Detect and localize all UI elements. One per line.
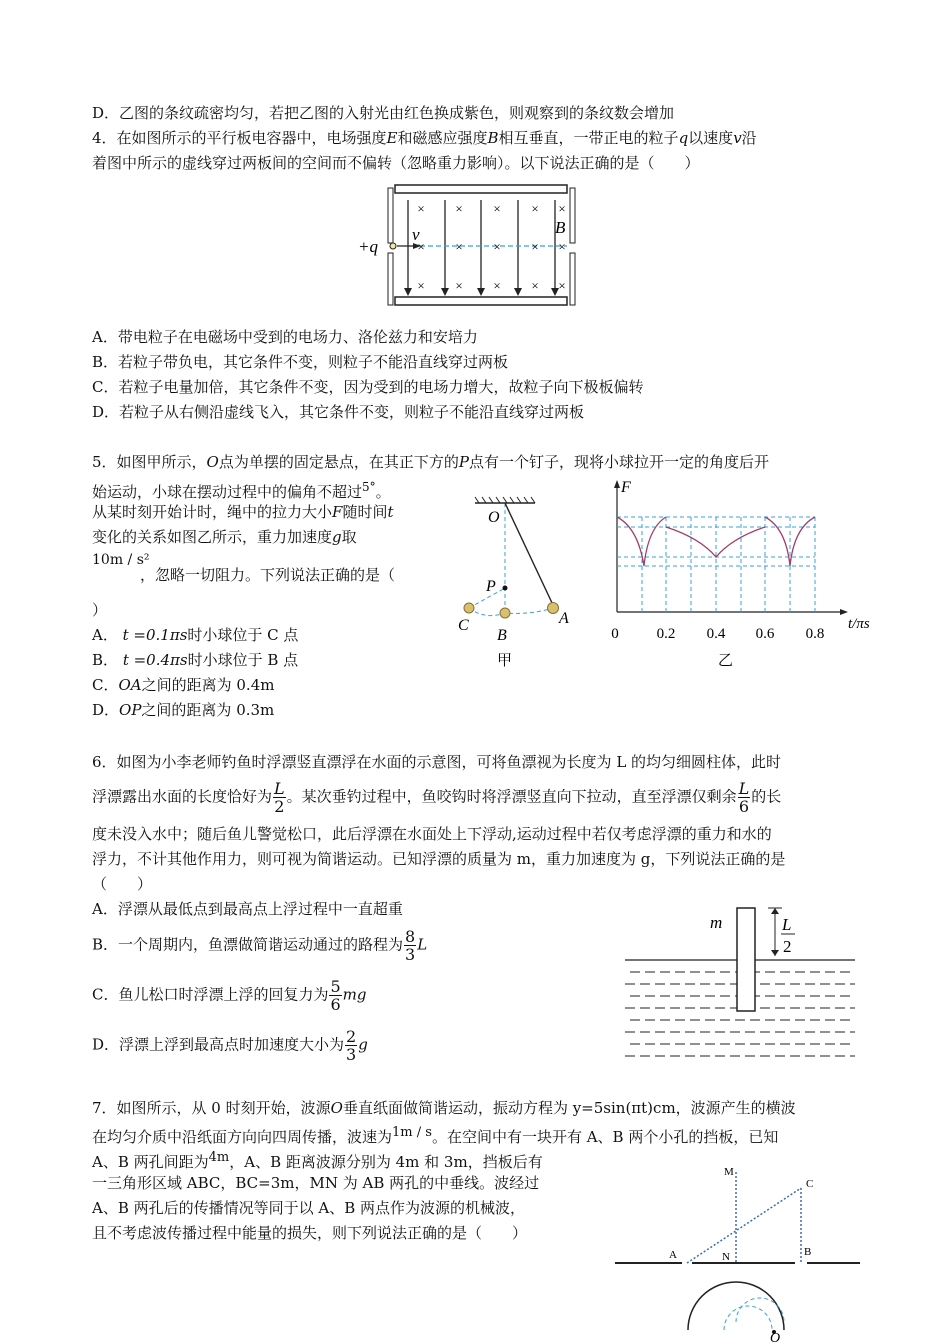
b-field-cross: ×: [493, 278, 501, 293]
x-tick: 0.2: [656, 626, 676, 642]
q6-stem-line5: （ ）: [92, 875, 153, 893]
q5-stem-line4: 变化的关系如图乙所示，重力加速度g取: [92, 528, 357, 546]
q7-stem-line3: A、B 两孔间距为$^{4m}$，A、B 距离波源分别为 4m 和 3m，挡板后有: [92, 1150, 543, 1171]
force-time-graph: [600, 478, 880, 668]
q5-gravity-value: 10m / s²: [92, 552, 150, 568]
q4-stem-line1: 4．在如图所示的平行板电容器中，电场强度E和磁感应强度B相互垂直，一带正电的粒子q以速度v沿: [92, 129, 757, 147]
q3-option-d: D．乙图的条纹疏密均匀，若把乙图的入射光由红色换成紫色，则观察到的条纹数会增加: [92, 104, 675, 122]
x-tick: 0.6: [755, 626, 775, 642]
q4-option-c: C．若粒子电量加倍，其它条件不变，因为受到的电场力增大，故粒子向下极板偏转: [92, 378, 644, 396]
q7-stem-line4: 一三角形区域 ABC，BC=3m，MN 为 AB 两孔的中垂线。波经过: [92, 1174, 540, 1192]
q5-stem-line5: ，忽略一切阻力。下列说法正确的是（: [140, 566, 396, 584]
velocity-label: v: [412, 225, 420, 244]
q5-option-b: B． t =0.4πs时小球位于 B 点: [92, 651, 299, 669]
q6-option-c: C．鱼儿松口时浮漂上浮的回复力为 $\frac{5}{6}$ mg: [92, 977, 367, 1014]
q5-stem-line6: ）: [92, 601, 108, 619]
length-num: L: [782, 915, 792, 934]
label-o: O: [770, 1331, 781, 1344]
q7-stem-line5: A、B 两孔后的传播情况等同于以 A、B 两点作为波源的机械波，: [92, 1199, 526, 1217]
fraction: $\frac{L}{6}$: [738, 779, 750, 816]
label-b: B: [497, 627, 507, 644]
label-c: C: [806, 1178, 814, 1190]
q6-option-d: D．浮漂上浮到最高点时加速度大小为 $\frac{2}{3}$ g: [92, 1027, 368, 1064]
charge-label: +q: [358, 237, 378, 256]
q7-stem-line6: 且不考虑波传播过程中能量的损失，则下列说法正确的是（ ）: [92, 1224, 528, 1242]
b-field-cross: ×: [493, 239, 501, 254]
label-b: B: [804, 1246, 812, 1258]
b-field-cross: ×: [531, 278, 539, 293]
pendulum-figure: [455, 495, 585, 670]
b-field-cross: ×: [558, 201, 566, 216]
label-n: N: [722, 1251, 730, 1263]
q6-option-b: B．一个周期内，鱼漂做简谐运动通过的路程为 $\frac{8}{3}$ L: [92, 927, 428, 964]
b-field-cross: ×: [558, 278, 566, 293]
q4-stem-line2: 着图中所示的虚线穿过两板间的空间而不偏转（忽略重力影响）。以下说法正确的是（ ）: [92, 154, 700, 172]
label-o: O: [488, 509, 500, 526]
label-m: M: [724, 1166, 734, 1178]
x-tick: 0: [611, 626, 619, 642]
q6-stem-line1: 6．如图为小李老师钓鱼时浮漂竖直漂浮在水面的示意图，可将鱼漂视为长度为 L 的均匀细圆柱体，此时: [92, 753, 782, 771]
mass-label: m: [710, 913, 723, 932]
b-field-cross: ×: [417, 278, 425, 293]
y-axis-label: F: [621, 479, 631, 496]
q6-option-a: A．浮漂从最低点到最高点上浮过程中一直超重: [92, 900, 403, 918]
b-field-cross: ×: [493, 201, 501, 216]
caption-yi: 乙: [718, 653, 734, 669]
wave-barrier-figure: [612, 1160, 862, 1344]
b-field-cross: ×: [531, 239, 539, 254]
q4-option-a: A．带电粒子在电磁场中受到的电场力、洛伦兹力和安培力: [92, 328, 478, 346]
b-field-cross: ×: [455, 201, 463, 216]
label-a: A: [669, 1249, 677, 1261]
b-field-cross: ×: [531, 201, 539, 216]
x-axis-label: t/πs: [848, 616, 870, 632]
q6-stem-line3: 度未没入水中；随后鱼儿警觉松口，此后浮漂在水面处上下浮动,运动过程中若仅考虑浮漂的重力和水的: [92, 825, 772, 843]
q7-stem-line2: 在均匀介质中沿纸面方向向四周传播，波速为$^{1m / s}$。在空间中有一块开有 A、B 两个小孔的挡板，已知: [92, 1125, 779, 1146]
field-label: B: [555, 218, 566, 237]
caption-jia: 甲: [497, 653, 513, 669]
b-field-cross: ×: [455, 239, 463, 254]
label-a: A: [559, 610, 569, 627]
label-c: C: [458, 617, 469, 634]
q4-option-b: B．若粒子带负电，其它条件不变，则粒子不能沿直线穿过两板: [92, 353, 509, 371]
q5-option-d: D．OP之间的距离为 0.3m: [92, 701, 275, 719]
q5-stem-line3: 从某时刻开始计时，绳中的拉力大小F随时间t: [92, 503, 394, 521]
q5-stem-line1: 5．如图甲所示，O点为单摆的固定悬点，在其正下方的P点有一个钉子，现将小球拉开一定的角度后开: [92, 453, 769, 471]
b-field-cross: ×: [455, 278, 463, 293]
q7-stem-line1: 7．如图所示，从 0 时刻开始，波源O垂直纸面做简谐运动，振动方程为 y=5sin(πt)cm，波源产生的横波: [92, 1099, 796, 1117]
b-field-cross: ×: [417, 201, 425, 216]
q5-option-a: A． t =0.1πs时小球位于 C 点: [92, 626, 299, 644]
length-den: 2: [783, 937, 792, 956]
q6-stem-line4: 浮力，不计其他作用力，则可视为简谐运动。已知浮漂的质量为 m，重力加速度为 g，下列说法正确的是: [92, 850, 786, 868]
q5-option-c: C．OA之间的距离为 0.4m: [92, 676, 275, 694]
x-tick: 0.8: [805, 626, 825, 642]
fraction: $\frac{L}{2}$: [274, 779, 285, 816]
b-field-cross: ×: [558, 239, 566, 254]
label-p: P: [486, 578, 496, 595]
q6-stem-line2: 浮漂露出水面的长度恰好为 $\frac{L}{2}$ 。某次垂钓过程中，鱼咬钩时将浮漂竖直向下拉动，直至浮漂仅剩余 $\frac{L}{6}$ 的长: [92, 779, 782, 816]
q5-stem-line2: 始运动，小球在摆动过程中的偏角不超过$^{5^\circ}$。: [92, 480, 391, 501]
float-figure: [620, 900, 860, 1065]
x-tick: 0.4: [706, 626, 726, 642]
q4-option-d: D．若粒子从右侧沿虚线飞入，其它条件不变，则粒子不能沿直线穿过两板: [92, 403, 585, 421]
capacitor-figure: [355, 180, 585, 310]
b-field-cross: ×: [417, 239, 425, 254]
